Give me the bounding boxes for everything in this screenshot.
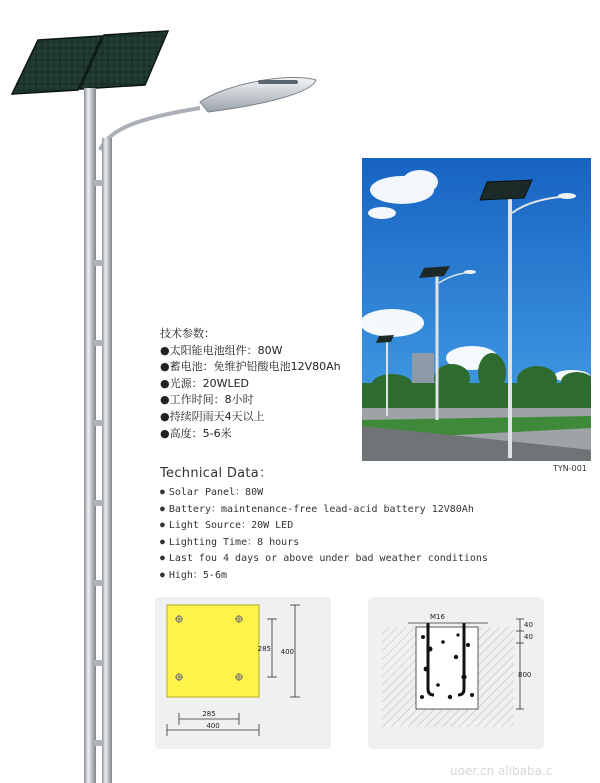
watermark: uoer.cn alibaba.c	[450, 764, 553, 778]
specs-en-item: ● Battery：maintenance-free lead-acid battery 12V80Ah	[160, 503, 474, 515]
specs-en-title: Technical Data：	[160, 466, 273, 481]
specs-en-item: ● Lighting Time：8 hours	[160, 536, 300, 548]
dim-label: 40	[524, 621, 533, 629]
specs-cn-item: ●光源：20WLED	[160, 376, 250, 390]
specs-cn-item: ●高度：5-6米	[160, 426, 232, 440]
specs-en-item: ● Last fou 4 days or above under bad weather conditions	[160, 553, 488, 565]
dim-label: 400	[206, 722, 220, 730]
dim-label: 285	[202, 710, 216, 718]
solar-panel	[12, 31, 168, 94]
specs-cn-item: ●蓄电池：免维护铅酸电池12V80Ah	[160, 360, 341, 374]
specs-en	[160, 462, 488, 584]
specs-cn-item: ●持续阴雨天4天以上	[160, 409, 265, 423]
specs-cn	[160, 326, 341, 442]
specs-en-item: ● Light Source：20W LED	[160, 520, 294, 532]
dim-label: 285	[257, 645, 271, 653]
specs-en-item: ● High：5-6m	[160, 569, 227, 581]
photo-caption: TYN-001	[553, 464, 587, 473]
lattice-pole	[84, 88, 112, 783]
specs-cn-item: ●太阳能电池组件：80W	[160, 343, 283, 357]
base-plate-diagram	[155, 597, 331, 749]
foundation-diagram	[368, 597, 544, 749]
installation-photo	[362, 158, 591, 461]
specs-en-item: ● Solar Panel：80W	[160, 487, 264, 498]
dim-label: 400	[280, 648, 294, 656]
specs-cn-title: 技术参数：	[160, 327, 215, 340]
dim-label: 800	[518, 671, 532, 679]
specs-cn-item: ●工作时间：8小时	[160, 393, 254, 407]
lamp-head	[200, 77, 316, 112]
bolt-label: M16	[430, 613, 445, 621]
dim-label: 40	[524, 633, 533, 641]
